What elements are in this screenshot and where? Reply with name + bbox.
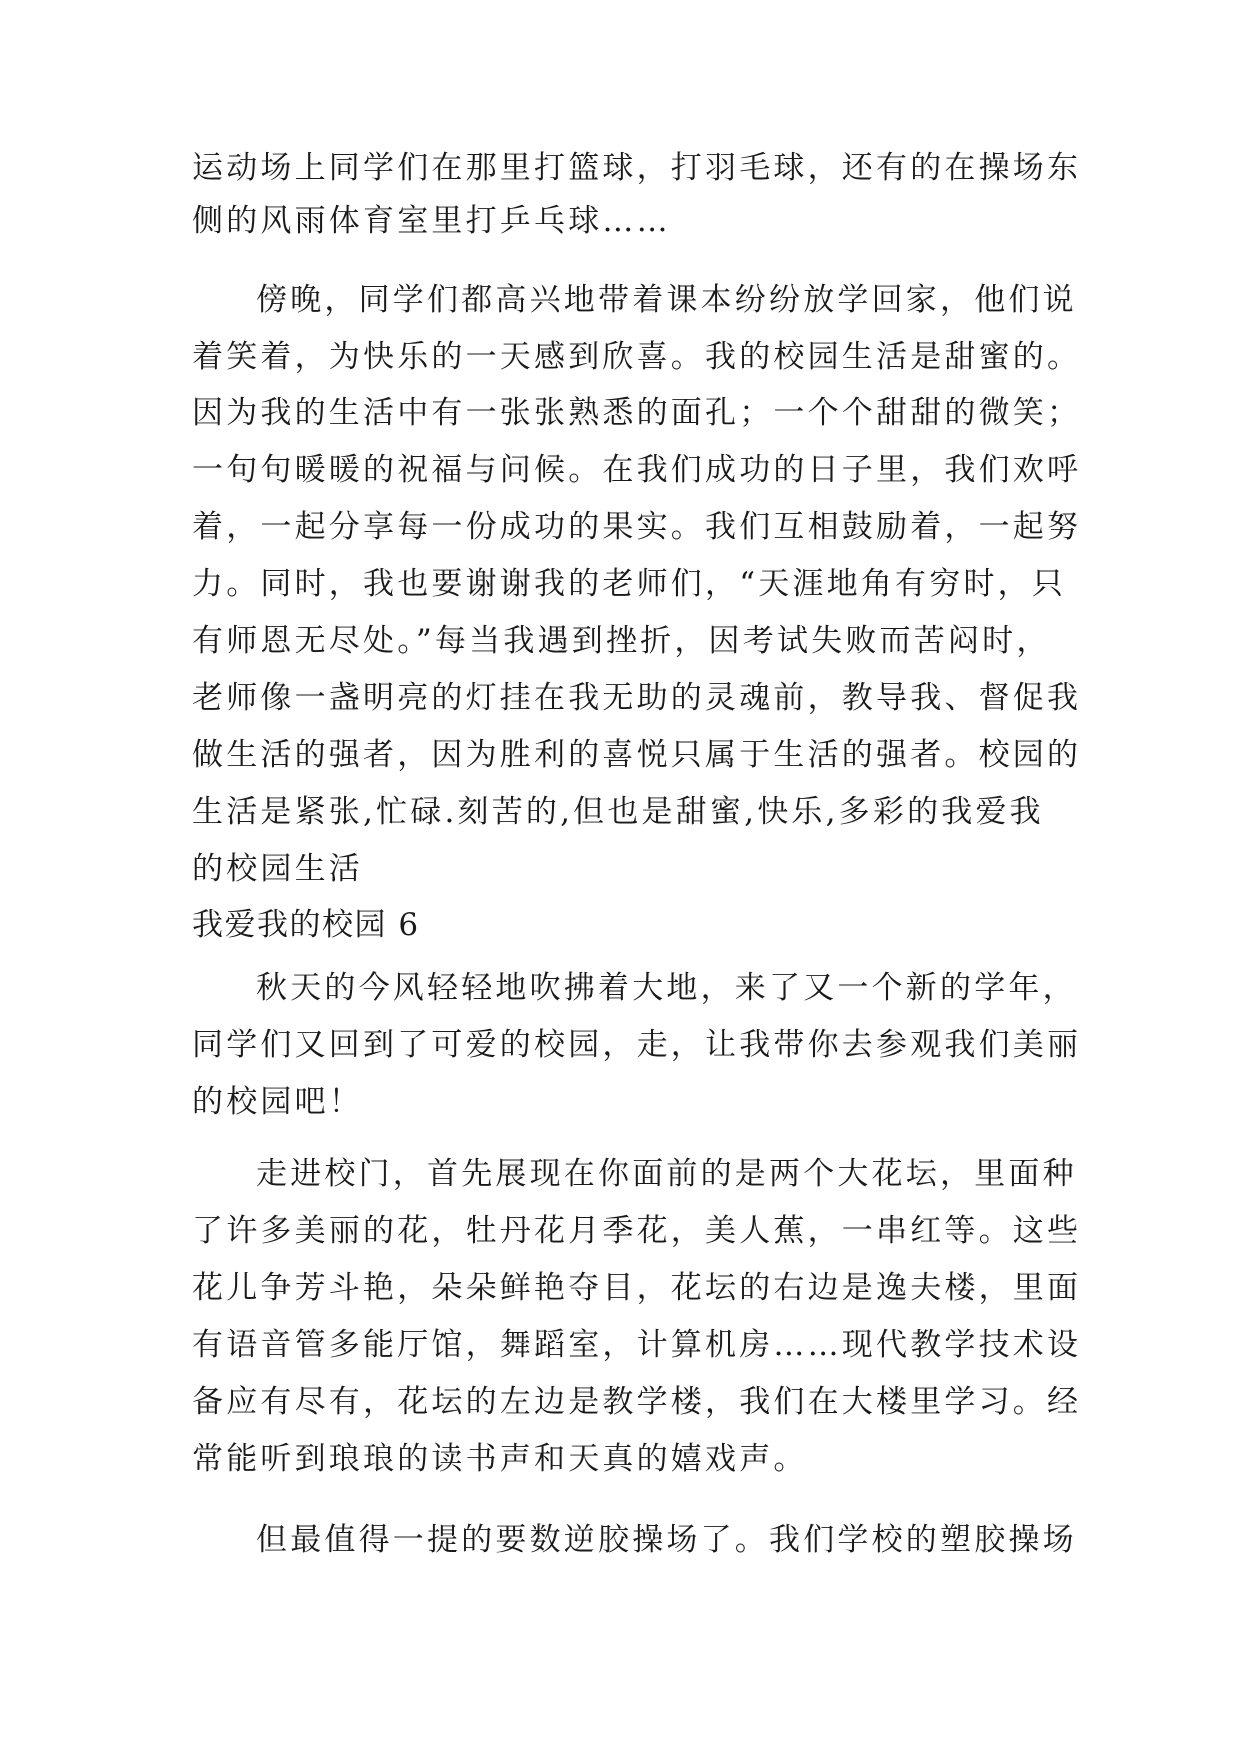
text-line-7: 着，一起分享每一份成功的果实。我们互相鼓励着，一起努 [192,509,1082,545]
text-line-4: 着笑着，为快乐的一天感到欣喜。我的校园生活是甜蜜的。 [192,339,1082,375]
text-line-20: 花儿争芳斗艳，朵朵鲜艳夺目，花坛的右边是逸夫楼，里面 [192,1270,1082,1306]
text-line-15: 秋天的今风轻轻地吹拂着大地，来了又一个新的学年， [256,970,1077,1006]
text-line-18: 走进校门，首先展现在你面前的是两个大花坛，里面种 [256,1156,1077,1192]
text-line-9: 有师恩无尽处。”每当我遇到挫折，因考试失败而苦闷时， [192,623,1051,659]
text-line-17: 的校园吧！ [192,1084,363,1120]
section-title: 我爱我的校园 6 [192,907,420,943]
text-line-10: 老师像一盏明亮的灯挂在我无助的灵魂前，教导我、督促我 [192,680,1082,716]
text-line-23: 常能听到琅琅的读书声和天真的嬉戏声。 [192,1441,808,1477]
text-line-2: 侧的风雨体育室里打乒乓球…… [192,203,671,239]
text-line-3: 傍晚，同学们都高兴地带着课本纷纷放学回家，他们说 [256,282,1077,318]
text-line-13: 的校园生活 [192,851,363,887]
text-line-24: 但最值得一提的要数逆胶操场了。我们学校的塑胶操场 [256,1522,1077,1558]
text-line-19: 了许多美丽的花，牡丹花月季花，美人蕉，一串红等。这些 [192,1213,1082,1249]
text-line-16: 同学们又回到了可爱的校园，走，让我带你去参观我们美丽 [192,1027,1082,1063]
text-line-1: 运动场上同学们在那里打篮球，打羽毛球，还有的在操场东 [192,150,1082,186]
text-line-5: 因为我的生活中有一张张熟悉的面孔；一个个甜甜的微笑； [192,395,1082,431]
text-line-6: 一句句暖暖的祝福与问候。在我们成功的日子里，我们欢呼 [192,452,1082,488]
text-line-12: 生活是紧张,忙碌.刻苦的,但也是甜蜜,快乐,多彩的我爱我 [192,794,1044,830]
text-line-22: 备应有尽有，花坛的左边是教学楼，我们在大楼里学习。经 [192,1384,1082,1420]
text-line-8: 力。同时，我也要谢谢我的老师们，“天涯地角有穷时，只 [192,566,1067,602]
text-line-21: 有语音管多能厅馆，舞蹈室，计算机房……现代教学技术设 [192,1327,1082,1363]
text-line-11: 做生活的强者，因为胜利的喜悦只属于生活的强者。校园的 [192,737,1082,773]
